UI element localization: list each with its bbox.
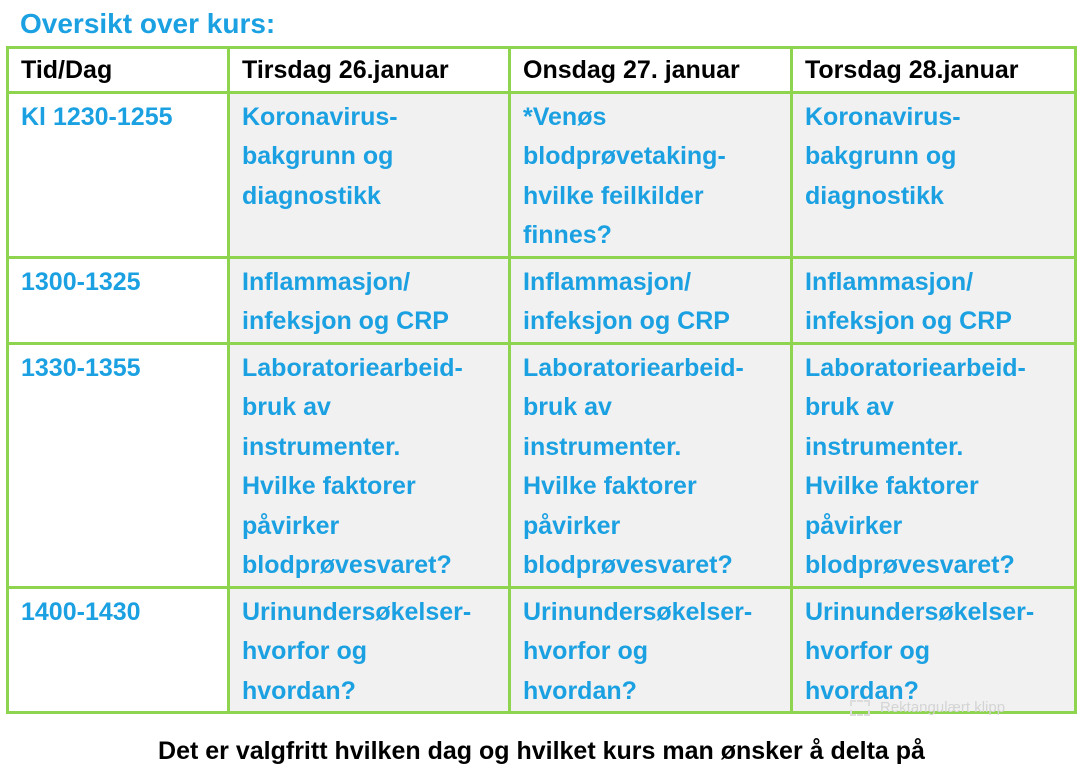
time-cell: 1400-1430	[8, 587, 229, 713]
table-row	[8, 257, 1076, 343]
course-cell: Laboratoriearbeid- bruk av instrumenter. Hvilke faktorer påvirker blodprøvesvaret?	[229, 343, 510, 587]
snip-icon	[850, 700, 870, 716]
course-cell: Urinundersøkelser- hvorfor og hvordan?	[229, 587, 510, 713]
course-cell: Laboratoriearbeid- bruk av instrumenter. Hvilke faktorer påvirker blodprøvesvaret?	[792, 343, 1076, 587]
course-schedule-table	[6, 46, 1077, 714]
course-cell: Urinundersøkelser- hvorfor og hvordan?	[792, 587, 1076, 713]
time-cell: 1330-1355	[8, 343, 229, 587]
header-tuesday: Tirsdag 26.januar	[229, 48, 510, 93]
course-cell: *Venøs blodprøvetaking- hvilke feilkilder finnes?	[510, 92, 792, 257]
course-cell: Koronavirus- bakgrunn og diagnostikk	[229, 92, 510, 257]
footer-note: Det er valgfritt hvilken dag og hvilket kurs man ønsker å delta på	[158, 737, 925, 765]
time-cell: Kl 1230-1255	[8, 92, 229, 257]
snip-watermark-label: Rektangulært klipp	[880, 699, 1006, 716]
time-cell: 1300-1325	[8, 257, 229, 343]
course-cell: Laboratoriearbeid- bruk av instrumenter. Hvilke faktorer påvirker blodprøvesvaret?	[510, 343, 792, 587]
course-cell: Koronavirus- bakgrunn og diagnostikk	[792, 92, 1076, 257]
header-thursday: Torsdag 28.januar	[792, 48, 1076, 93]
header-time-day: Tid/Dag	[8, 48, 229, 93]
course-cell: Inflammasjon/ infeksjon og CRP	[792, 257, 1076, 343]
page-title: Oversikt over kurs:	[20, 8, 276, 39]
course-cell: Inflammasjon/ infeksjon og CRP	[229, 257, 510, 343]
header-row	[8, 48, 1076, 93]
course-cell: Inflammasjon/ infeksjon og CRP	[510, 257, 792, 343]
table-row	[8, 343, 1076, 587]
course-cell: Urinundersøkelser- hvorfor og hvordan?	[510, 587, 792, 713]
snip-watermark	[850, 698, 1005, 718]
header-wednesday: Onsdag 27. januar	[510, 48, 792, 93]
table-row	[8, 92, 1076, 257]
table-row	[8, 587, 1076, 713]
